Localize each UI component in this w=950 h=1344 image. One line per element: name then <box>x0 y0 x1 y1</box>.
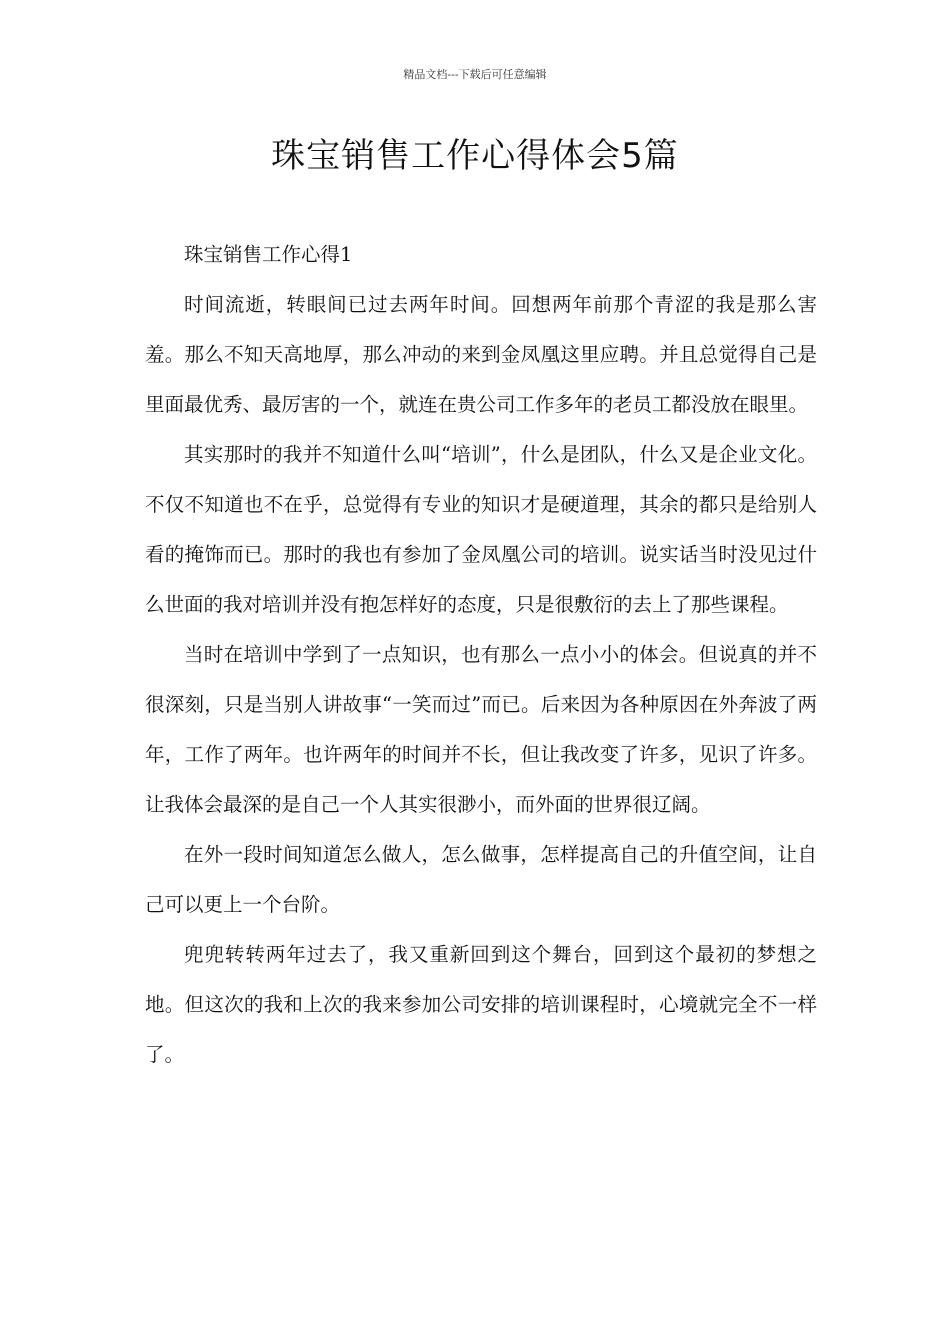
document-title: 珠宝销售工作心得体会5篇 <box>271 136 679 176</box>
paragraph-1: 时间流逝，转眼间已过去两年时间。回想两年前那个青涩的我是那么害羞。那么不知天高地厚，那么冲动的来到金凤凰这里应聘。并且总觉得自己是里面最优秀、最厉害的一个，就连在贵公司工作多年的老员工都没放在眼里。 <box>145 293 817 416</box>
paragraph-3: 当时在培训中学到了一点知识，也有那么一点小小的体会。但说真的并不很深刻，只是当别人讲故事“一笑而过”而已。后来因为各种原因在外奔波了两年，工作了两年。也许两年的时间并不长，但让我改变了许多，见识了许多。让我体会最深的是自己一个人其实很渺小，而外面的世界很辽阔。 <box>145 643 817 816</box>
section-heading: 珠宝销售工作心得1 <box>184 243 353 266</box>
document-body <box>145 230 817 1080</box>
paragraph-5: 兜兜转转两年过去了，我又重新回到这个舞台，回到这个最初的梦想之地。但这次的我和上次的我来参加公司安排的培训课程时，心境就完全不一样了。 <box>145 943 817 1066</box>
paragraph-2: 其实那时的我并不知道什么叫“培训”，什么是团队，什么又是企业文化。不仅不知道也不在乎，总觉得有专业的知识才是硬道理，其余的都只是给别人看的掩饰而已。那时的我也有参加了金凤凰公司的培训。说实话当时没见过什么世面的我对培训并没有抱怎样好的态度，只是很敷衍的去上了那些课程。 <box>145 443 817 616</box>
header-note: 精品文档---下载后可任意编辑 <box>403 68 547 81</box>
paragraph-4: 在外一段时间知道怎么做人，怎么做事，怎样提高自己的升值空间，让自己可以更上一个台阶。 <box>145 843 817 916</box>
